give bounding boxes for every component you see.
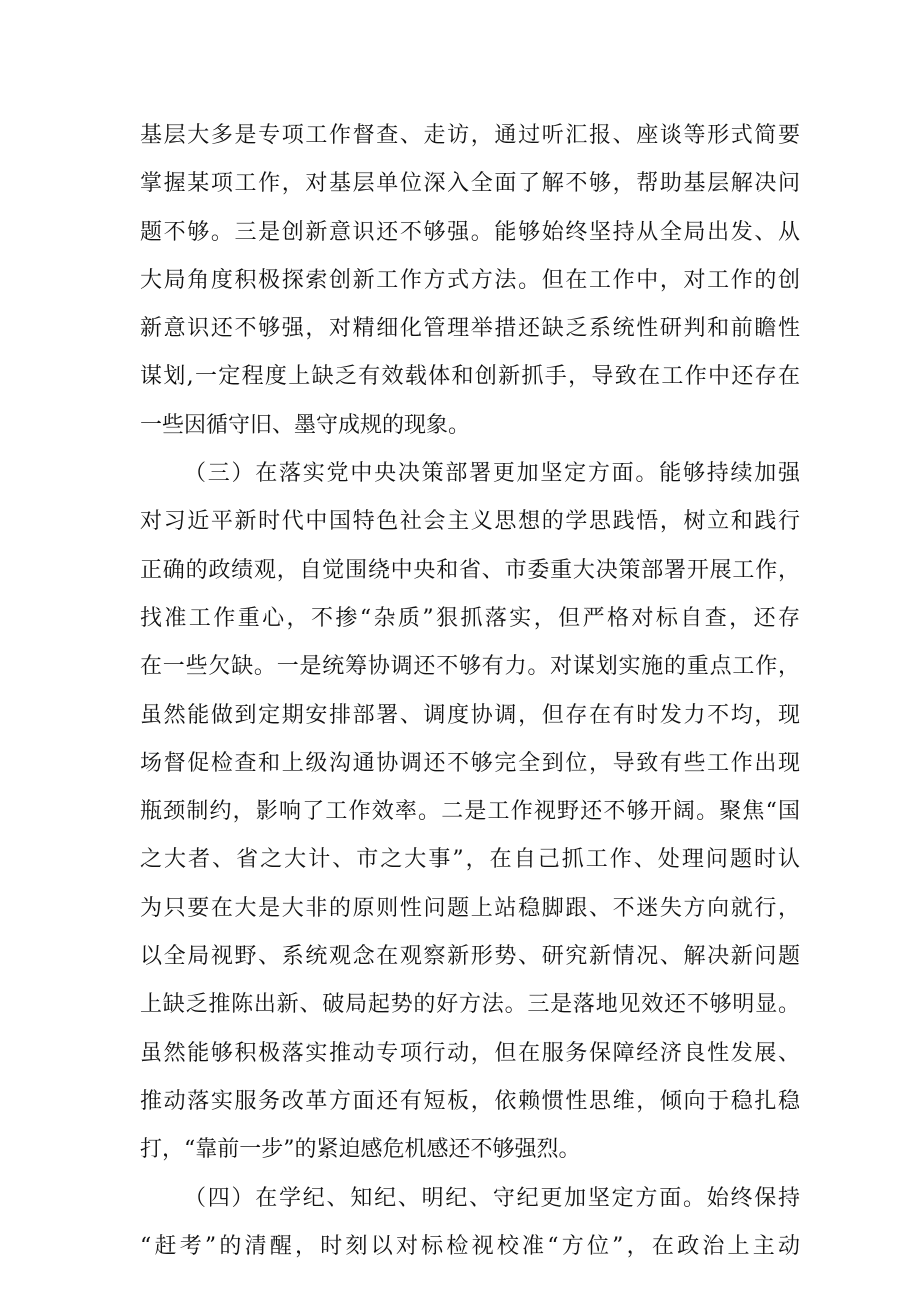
text-line: 一些因循守旧、墨守成规的现象。 (140, 412, 471, 438)
text-line: 在一些欠缺。一是统筹协调还不够有力。对谋划实施的重点工作， (140, 654, 800, 680)
text-line: 虽然能做到定期安排部署、调度协调，但存在有时发力不均，现 (140, 702, 800, 728)
text-line: 瓶颈制约，影响了工作效率。二是工作视野还不够开阔。聚焦“国 (140, 799, 800, 825)
text-line: 虽然能够积极落实推动专项行动，但在服务保障经济良性发展、 (140, 1040, 800, 1066)
text-line: 推动落实服务改革方面还有短板，依赖惯性思维，倾向于稳扎稳 (140, 1088, 800, 1114)
section-heading-line: （三）在落实党中央决策部署更加坚定方面。能够持续加强 (184, 461, 800, 487)
text-line: 以全局视野、系统观念在观察新形势、研究新情况、解决新问题 (140, 944, 800, 970)
text-line: 之大者、省之大计、市之大事”，在自己抓工作、处理问题时认 (140, 847, 800, 873)
text-line: 场督促检查和上级沟通协调还不够完全到位，导致有些工作出现 (140, 750, 800, 776)
text-line: 谋划,一定程度上缺乏有效载体和创新抓手，导致在工作中还存在 (140, 364, 800, 390)
text-line: 打，“靠前一步”的紧迫感危机感还不够强烈。 (140, 1137, 581, 1163)
text-line: 新意识还不够强，对精细化管理举措还缺乏系统性研判和前瞻性 (140, 316, 800, 342)
text-line: 找准工作重心，不掺“杂质”狠抓落实，但严格对标自查，还存 (140, 605, 800, 631)
text-line: 上缺乏推陈出新、破局起势的好方法。三是落地见效还不够明显。 (140, 992, 800, 1018)
text-line: 大局角度积极探索创新工作方式方法。但在工作中，对工作的创 (140, 267, 800, 293)
document-body (140, 112, 800, 1271)
text-line: 掌握某项工作，对基层单位深入全面了解不够，帮助基层解决问 (140, 171, 800, 197)
text-line: 基层大多是专项工作督查、走访，通过听汇报、座谈等形式简要 (140, 123, 800, 148)
text-line: 为只要在大是大非的原则性问题上站稳脚跟、不迷失方向就行， (140, 895, 800, 921)
text-line: 对习近平新时代中国特色社会主义思想的学思践悟，树立和践行 (140, 509, 800, 535)
text-line: “赶考”的清醒，时刻以对标检视校准“方位”，在政治上主动 (140, 1233, 800, 1259)
text-line: 题不够。三是创新意识还不够强。能够始终坚持从全局出发、从 (140, 219, 800, 245)
section-heading-line: （四）在学纪、知纪、明纪、守纪更加坚定方面。始终保持 (184, 1185, 800, 1211)
text-line: 正确的政绩观，自觉围绕中央和省、市委重大决策部署开展工作， (140, 557, 800, 583)
